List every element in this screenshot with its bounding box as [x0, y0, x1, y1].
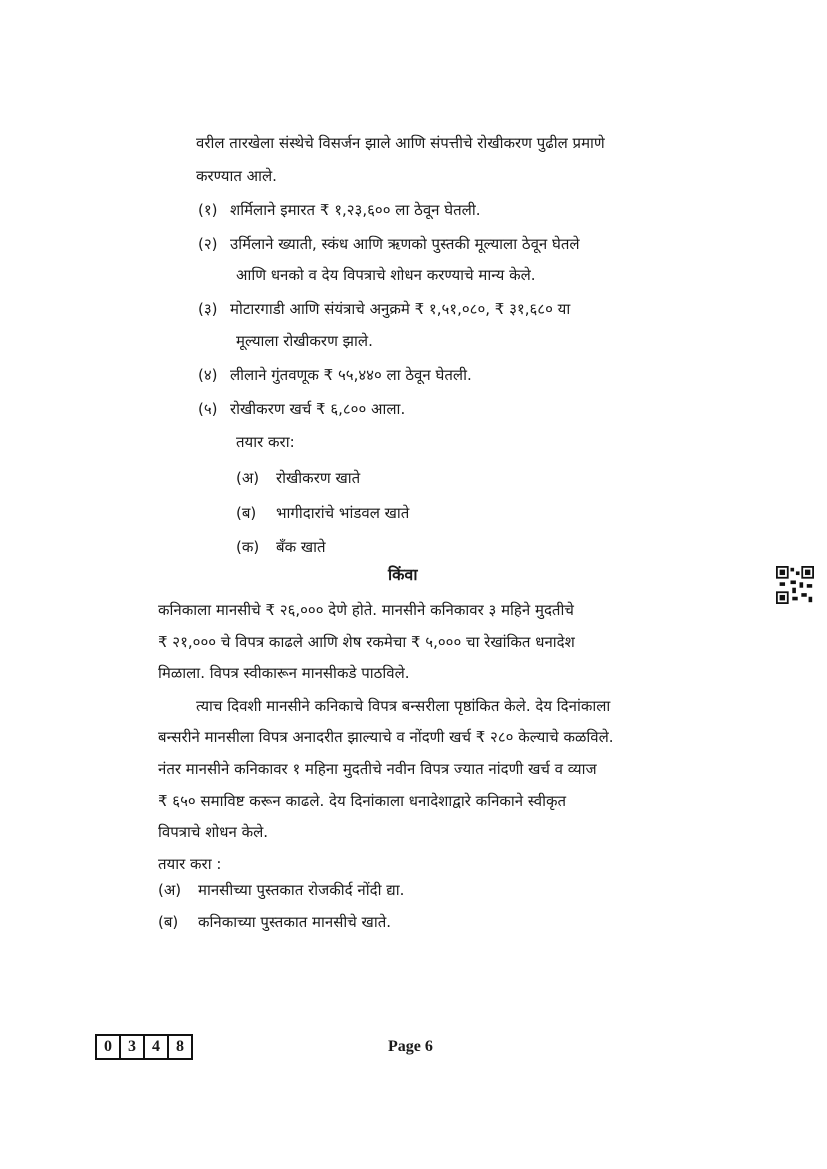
para2-line-2: बन्सरीने मानसीला विपत्र अनादरीत झाल्याचे व नोंदणी खर्च ₹ २८० केल्याचे कळविले. — [158, 728, 614, 746]
list-item — [198, 234, 580, 254]
item-text: उर्मिलाने ख्याती, स्कंध आणि ऋणको पुस्तकी मूल्याला ठेवून घेतले — [230, 235, 580, 253]
item-number: (३) — [198, 300, 218, 318]
item-text-continued: आणि धनको व देय विपत्राचे शोधन करण्याचे मान्य केले. — [236, 266, 536, 284]
item-number: (४) — [198, 366, 218, 384]
para2-line-3: नंतर मानसीने कनिकावर १ महिना मुदतीचे नवीन विपत्र ज्यात नांदणी खर्च व व्याज — [158, 760, 597, 778]
item-text: कनिकाच्या पुस्तकात मानसीचे खाते. — [198, 913, 392, 931]
item-number: (ब) — [158, 913, 179, 931]
intro-line-2: करण्यात आले. — [196, 167, 277, 185]
list-item — [236, 503, 409, 523]
item-number: (अ) — [158, 881, 182, 899]
item-number: (२) — [198, 235, 218, 253]
para1-line-1: कनिकाला मानसीचे ₹ २६,००० देणे होते. मानसीने कनिकावर ३ महिने मुदतीचे — [158, 601, 574, 619]
item-text: भागीदारांचे भांडवल खाते — [276, 504, 410, 522]
list-item — [236, 468, 360, 488]
para1-line-2: ₹ २१,००० चे विपत्र काढले आणि शेष रकमेचा ₹ ५,००० चा रेखांकित धनादेश — [158, 633, 575, 651]
code-digit: 4 — [143, 1034, 169, 1060]
para1-line-3: मिळाला. विपत्र स्वीकारून मानसीकडे पाठविले. — [158, 664, 410, 682]
item-text: शर्मिलाने इमारत ₹ १,२३,६०० ला ठेवून घेतली. — [230, 201, 481, 219]
list-item — [158, 912, 391, 932]
item-number: (अ) — [236, 469, 260, 487]
list-item — [198, 365, 472, 385]
list-item — [198, 299, 570, 319]
list-item — [158, 880, 404, 900]
item-text-continued: मूल्याला रोखीकरण झाले. — [236, 332, 373, 350]
item-text: बँक खाते — [276, 538, 326, 556]
para2-line-4: ₹ ६५० समाविष्ट करून काढले. देय दिनांकाला धनादेशाद्वारे कनिकाने स्वीकृत — [158, 792, 567, 810]
item-text: मोटारगाडी आणि संयंत्राचे अनुक्रमे ₹ १,५१,०८०, ₹ ३१,६८० या — [230, 300, 571, 318]
item-number: (५) — [198, 400, 218, 418]
code-digit: 0 — [95, 1034, 121, 1060]
or-heading: किंवा — [388, 565, 418, 584]
page-number: Page 6 — [388, 1038, 433, 1055]
list-item — [198, 200, 481, 220]
prepare-label-2: तयार करा : — [158, 855, 222, 873]
list-item — [236, 537, 326, 557]
item-text: मानसीच्या पुस्तकात रोजकीर्द नोंदी द्या. — [198, 881, 405, 899]
code-digit: 8 — [167, 1034, 193, 1060]
para2-line-1: त्याच दिवशी मानसीने कनिकाचे विपत्र बन्सरीला पृष्ठांकित केले. देय दिनांकाला — [196, 697, 611, 715]
item-number: (क) — [236, 538, 260, 556]
item-text: रोखीकरण खाते — [276, 469, 361, 487]
qr-code-icon — [776, 566, 814, 604]
item-text: लीलाने गुंतवणूक ₹ ५५,४४० ला ठेवून घेतली. — [230, 366, 472, 384]
para2-line-5: विपत्राचे शोधन केले. — [158, 823, 269, 841]
code-digit: 3 — [119, 1034, 145, 1060]
intro-line-1: वरील तारखेला संस्थेचे विसर्जन झाले आणि संपत्तीचे रोखीकरण पुढील प्रमाणे — [196, 134, 605, 152]
item-number: (ब) — [236, 504, 257, 522]
item-text: रोखीकरण खर्च ₹ ६,८०० आला. — [230, 400, 406, 418]
list-item — [198, 399, 405, 419]
item-number: (१) — [198, 201, 218, 219]
paper-code-box — [95, 1034, 193, 1060]
prepare-label: तयार करा: — [236, 433, 295, 451]
